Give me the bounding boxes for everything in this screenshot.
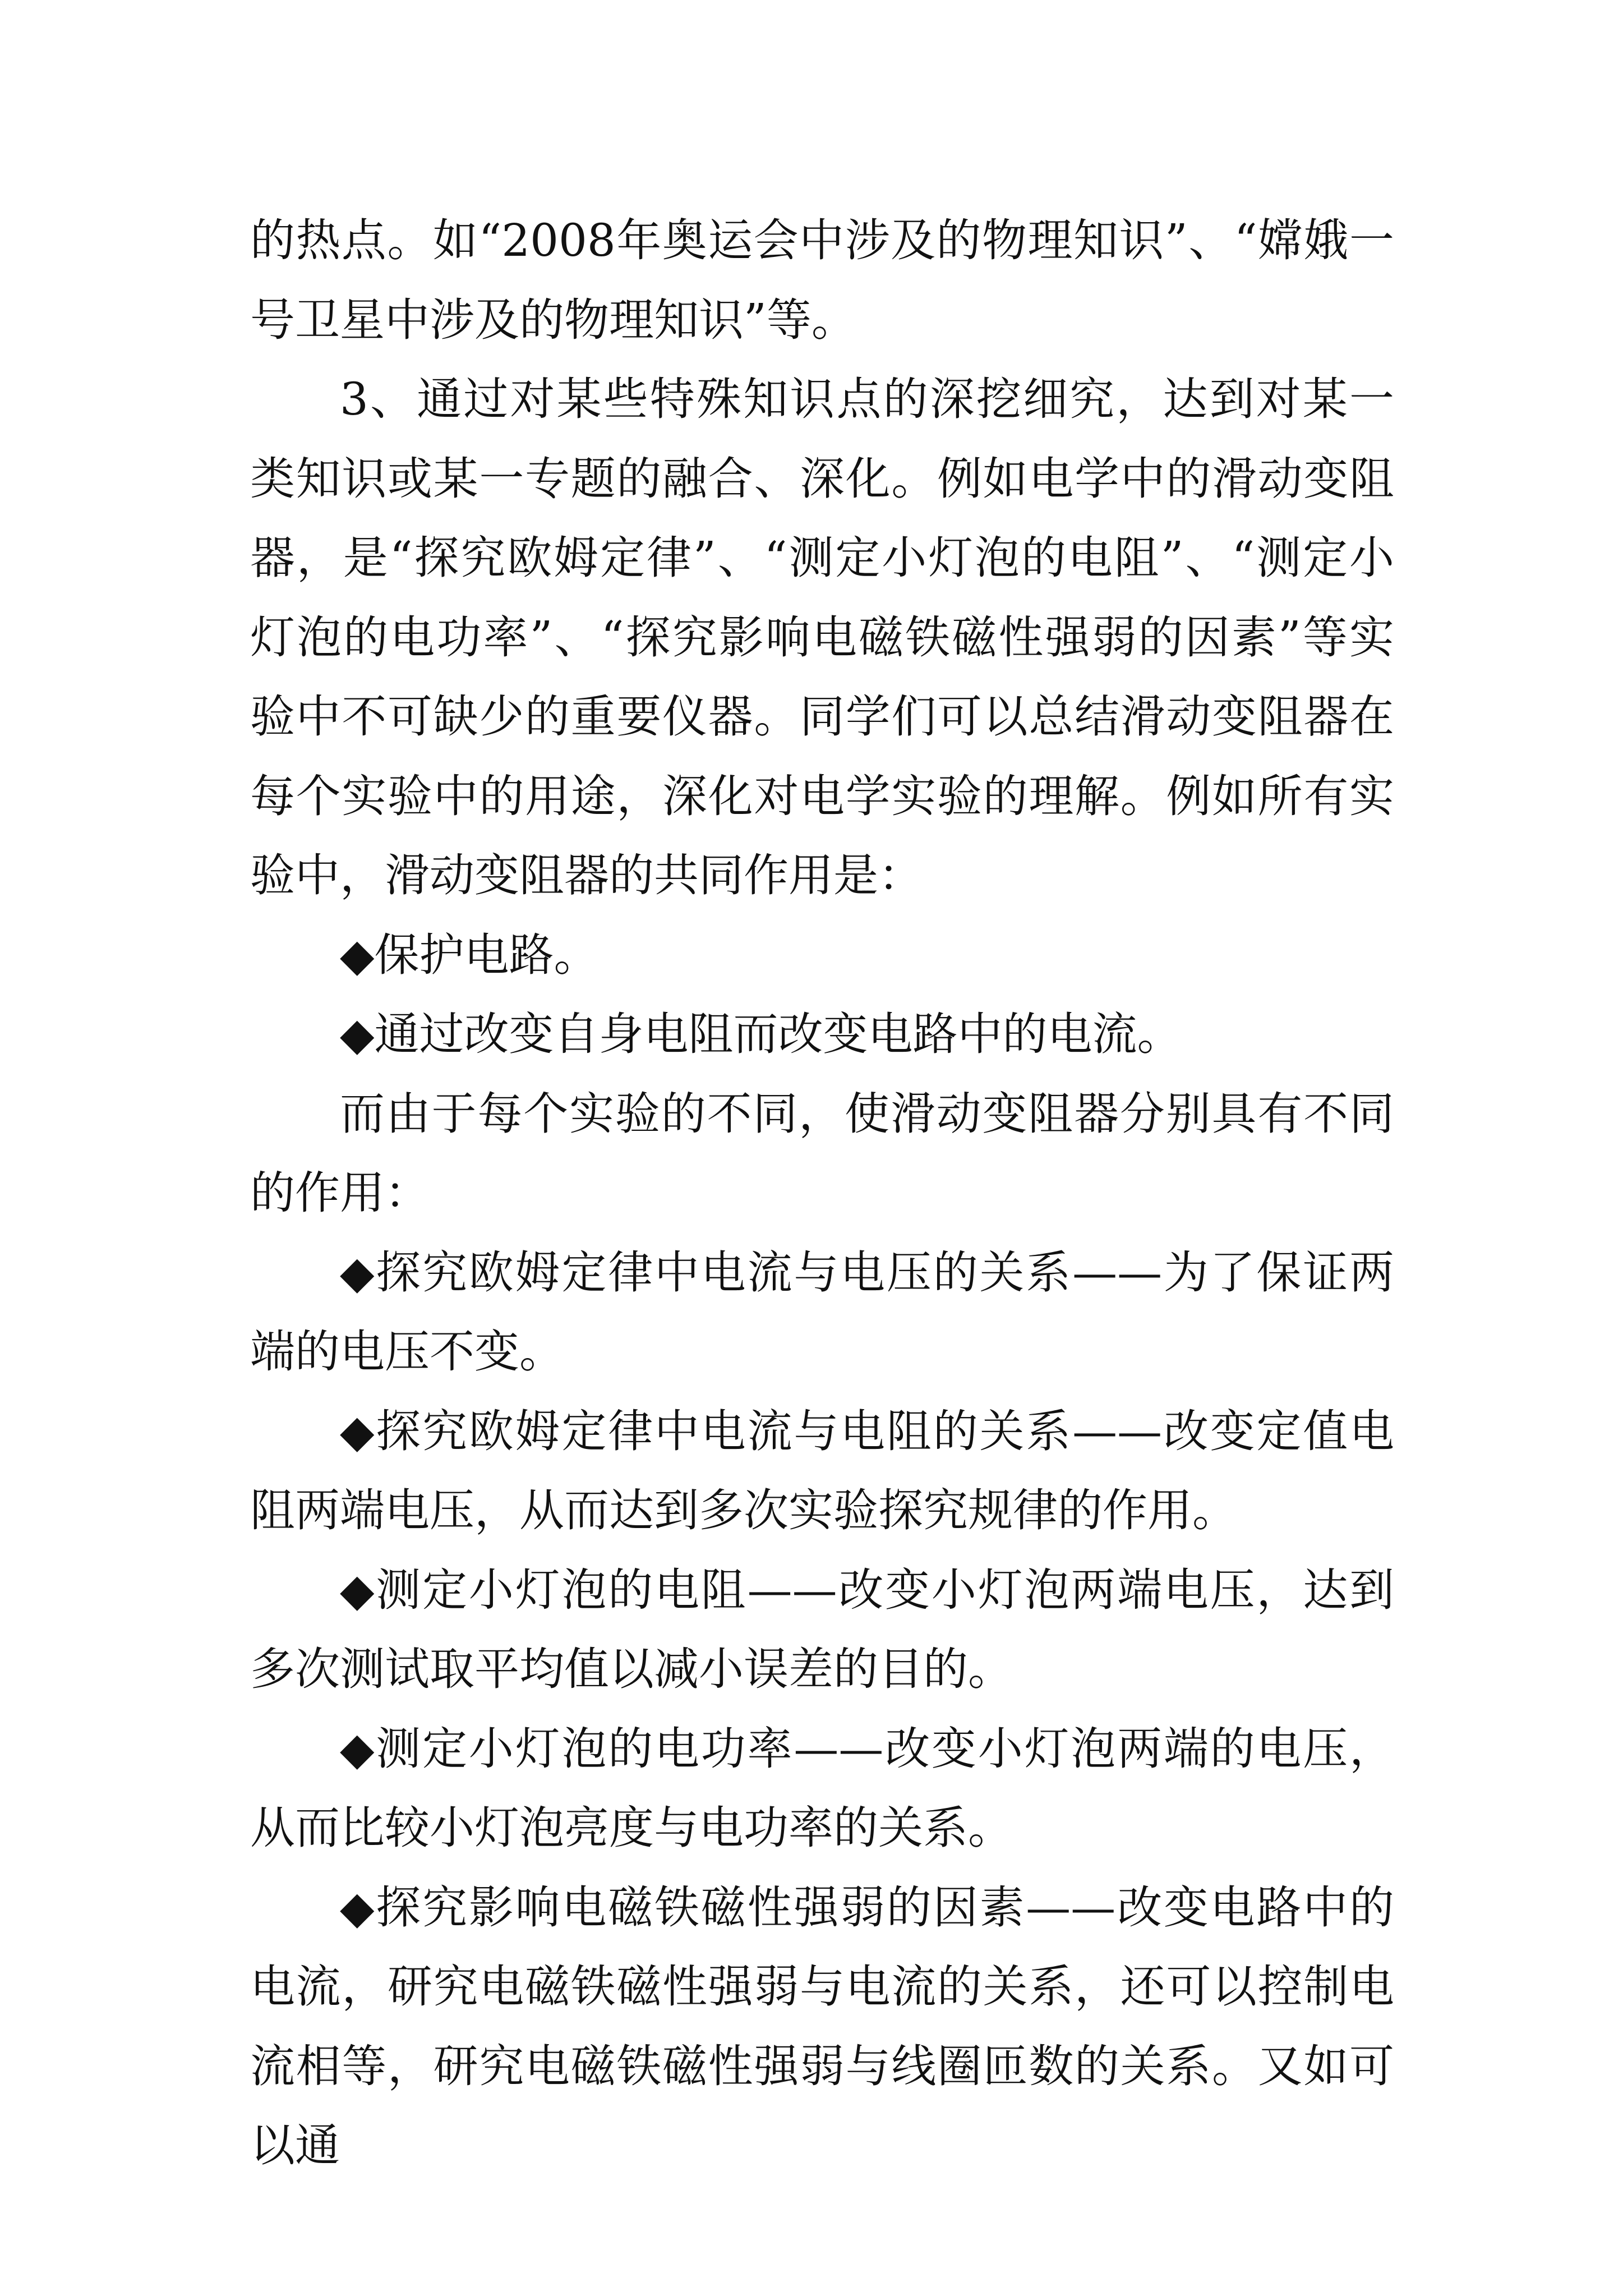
paragraph-hot-topics: 的热点。如“2008年奥运会中涉及的物理知识”、“嫦娥一号卫星中涉及的物理知识”等。 <box>250 214 1394 346</box>
bullet-bulb-power: ◆测定小灯泡的电功率——改变小灯泡两端的电压，从而比较小灯泡亮度与电功率的关系。 <box>250 1722 1394 1854</box>
bullet-protect-circuit: ◆保护电路。 <box>340 928 599 981</box>
bullet-bulb-resistance: ◆测定小灯泡的电阻——改变小灯泡两端电压，达到多次测试取平均值以减小误差的目的。 <box>250 1563 1394 1695</box>
bullet-current-voltage: ◆探究欧姆定律中电流与电压的关系——为了保证两端的电压不变。 <box>250 1246 1394 1378</box>
paragraph-point-3: 3、通过对某些特殊知识点的深挖细究，达到对某一类知识或某一专题的融合、深化。例如电学中的滑动变阻器，是“探究欧姆定律”、“测定小灯泡的电阻”、“测定小灯泡的电功率”、“探究影响电磁铁磁性强弱的因素”等实验中不可缺少的重要仪器。同学们可以总结滑动变阻器在每个实验中的用途，深化对电学实验的理解。例如所有实验中，滑动变阻器的共同作用是： <box>250 373 1394 901</box>
bullet-electromagnet: ◆探究影响电磁铁磁性强弱的因素——改变电路中的电流，研究电磁铁磁性强弱与电流的关系，还可以控制电流相等，研究电磁铁磁性强弱与线圈匝数的关系。又如可以通 <box>250 1881 1394 2171</box>
document-body <box>250 201 1394 2185</box>
bullet-change-current: ◆通过改变自身电阻而改变电路中的电流。 <box>340 1008 1182 1060</box>
bullet-current-resistance: ◆探究欧姆定律中电流与电阻的关系——改变定值电阻两端电压，从而达到多次实验探究规律的作用。 <box>250 1405 1394 1536</box>
paragraph-different-roles: 而由于每个实验的不同，使滑动变阻器分别具有不同的作用： <box>250 1087 1394 1219</box>
